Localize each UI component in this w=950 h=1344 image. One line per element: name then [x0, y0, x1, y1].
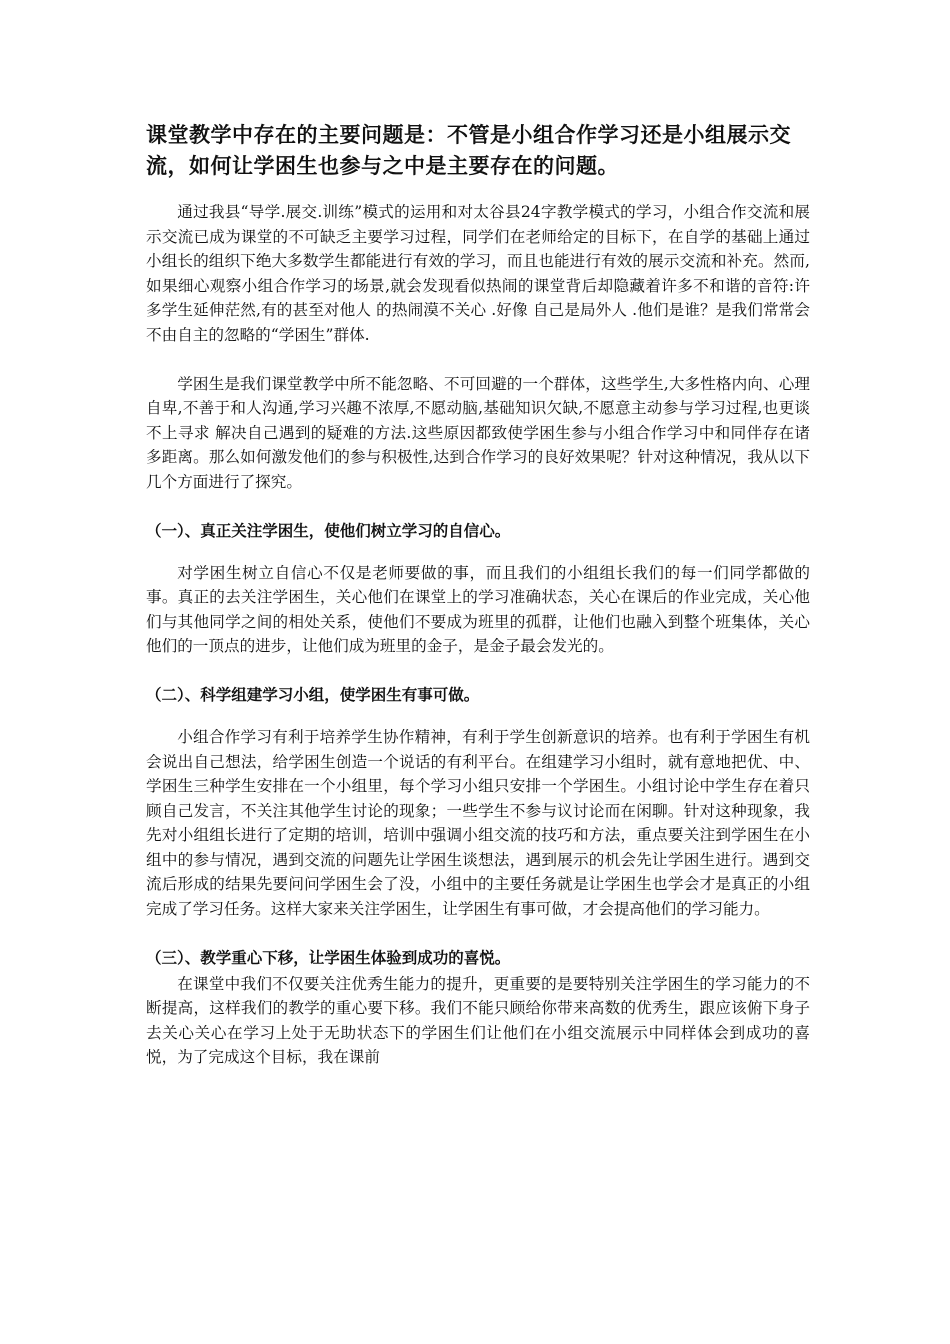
document-title: 课堂教学中存在的主要问题是：不管是小组合作学习还是小组展示交流，如何让学困生也参与之中是主要存在的问题。 — [146, 123, 791, 178]
section-2-paragraph: 小组合作学习有利于培养学生协作精神，有利于学生创新意识的培养。也有利于学困生有机会说出自己想法，给学困生创造一个说话的有利平台。在组建学习小组时，就有意地把优、中、学困生三种学生安排在一个小组里，每个学习小组只安排一个学困生。小组讨论中学生存在着只顾自己发言，不关注其他学生讨论的现象；一些学生不参与议讨论而在闲聊。针对这种现象，我先对小组组长进行了定期的培训，培训中强调小组交流的技巧和方法，重点要关注到学困生在小组中的参与情况，遇到交流的问题先让学困生谈想法，遇到展示的机会先让学困生进行。遇到交流后形成的结果先要问问学困生会了没，小组中的主要任务就是让学困生也学会才是真正的小组完成了学习任务。这样大家来关注学困生，让学困生有事可做，才会提高他们的学习能力。 — [146, 727, 810, 919]
section-1-paragraph: 对学困生树立自信心不仅是老师要做的事，而且我们的小组组长我们的每一们同学都做的事。真正的去关注学困生，关心他们在课堂上的学习准确状态，关心在课后的作业完成，关心他们与其他同学之间的相处关系，使他们不要成为班里的孤群，让他们也融入到整个班集体，关心他们的一顶点的进步，让他们成为班里的金子，是金子最会发光的。 — [146, 563, 810, 656]
section-2-heading: （二）、科学组建学习小组，使学困生有事可做。 — [146, 685, 480, 704]
section-1-heading: （一）、真正关注学困生，使他们树立学习的自信心。 — [146, 521, 511, 540]
intro-paragraph-2: 学困生是我们课堂教学中所不能忽略、不可回避的一个群体，这些学生,大多性格内向、心理自卑,不善于和人沟通,学习兴趣不浓厚,不愿动脑,基础知识欠缺,不愿意主动参与学习过程,也更谈不上寻求 解决自己遇到的疑难的方法.这些原因都致使学困生参与小组合作学习中和同伴存在诸多距离。那么如何激发他们的参与积极性,达到合作学习的良好效果呢？针对这种情况，我从以下几个方面进行了探究。 — [146, 374, 810, 491]
section-3-heading: （三）、教学重心下移，让学困生体验到成功的喜悦。 — [146, 948, 511, 967]
intro-paragraph-1: 通过我县“导学.展交.训练”模式的运用和对太谷县24字教学模式的学习，小组合作交流和展示交流已成为课堂的不可缺乏主要学习过程，同学们在老师给定的目标下，在自学的基础上通过小组长的组织下绝大多数学生都能进行有效的学习，而且也能进行有效的展示交流和补充。然而,如果细心观察小组合作学习的场景,就会发现看似热闹的课堂背后却隐藏着许多不和谐的音符:许多学生延伸茫然,有的甚至对他人 的热闹漠不关心 .好像 自己是局外人 .他们是谁？是我们常常会不由自主的忽略的“学困生”群体. — [146, 203, 810, 344]
document-page — [146, 120, 810, 1070]
section-3-paragraph: 在课堂中我们不仅要关注优秀生能力的提升，更重要的是要特别关注学困生的学习能力的不断提高，这样我们的教学的重心要下移。我们不能只顾给你带来高数的优秀生，跟应该俯下身子去关心关心在学习上处于无助状态下的学困生们让他们在小组交流展示中同样体会到成功的喜悦，为了完成这个目标，我在课前 — [146, 974, 810, 1067]
